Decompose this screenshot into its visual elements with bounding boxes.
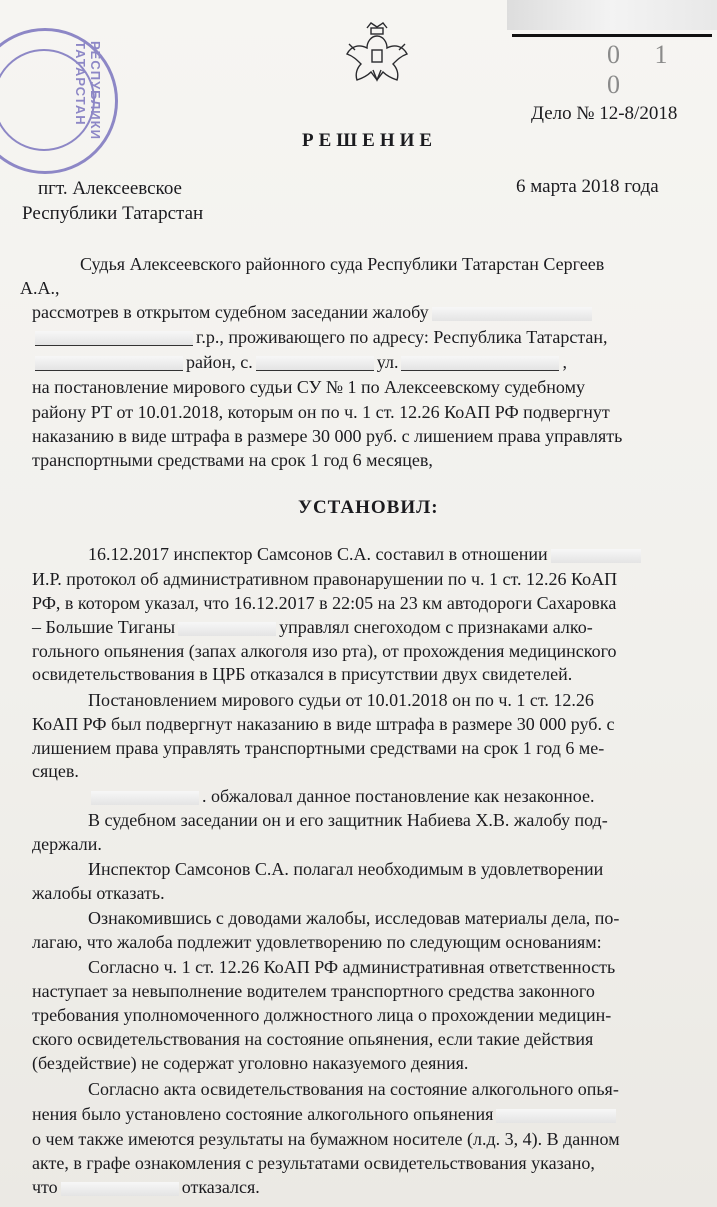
body-text: отказался. — [181, 1177, 260, 1197]
body-text: что — [32, 1177, 58, 1197]
section-heading: УСТАНОВИЛ: — [298, 497, 439, 518]
redacted-district — [35, 356, 183, 371]
intro-line — [32, 350, 567, 374]
body-line: лишением права управлять транспортными средствами на срок 1 год 6 ме- — [32, 738, 605, 758]
body-line: жалобы отказать. — [32, 883, 165, 903]
redacted-name — [61, 1182, 179, 1196]
intro-line: наказанию в виде штрафа в размере 30 000 руб. с лишением права управлять — [32, 426, 623, 446]
decision-date: 6 марта 2018 года — [516, 176, 659, 197]
body-line: Инспектор Самсонов С.А. полагал необходимым в удовлетворении — [88, 859, 604, 879]
intro-line: на постановление мирового судьи СУ № 1 по Алексеевскому судебному — [32, 377, 585, 397]
intro-line: Судья Алексеевского районного суда Республики Татарстан Сергеев — [80, 254, 605, 274]
body-line: требования уполномоченного должностного лица о прохождении медицин- — [32, 1005, 612, 1025]
handwritten-mark — [507, 0, 717, 99]
body-line: гольного опьянения (запах алкоголя изо рта), от прохождения медицинского — [32, 641, 617, 661]
body-text: 16.12.2017 инспектор Самсонов С.А. составил в отношении — [88, 544, 548, 564]
handwritten-digits: 0 1 0 — [607, 40, 682, 99]
body-line — [32, 1175, 260, 1199]
stamp-text: РЕСПУБЛИКИ ТАТАРСТАН — [73, 41, 103, 140]
body-line: РФ, в котором указал, что 16.12.2017 в 22:05 на 23 км автодороги Сахаровка — [32, 593, 617, 613]
body-line: В судебном заседании он и его защитник Набиева Х.В. жалобу под- — [88, 810, 608, 830]
intro-line: району РТ от 10.01.2018, которым он по ч. 1 ст. 12.26 КоАП РФ подвергнут — [32, 402, 610, 422]
body-line: КоАП РФ был подвергнут наказанию в виде штрафа в размере 30 000 руб. с — [32, 714, 615, 734]
intro-line: транспортными средствами на срок 1 год 6 месяцев, — [32, 450, 433, 470]
underline — [512, 34, 712, 37]
intro-line — [32, 325, 608, 349]
body-line: Согласно акта освидетельствования на состояние алкогольного опья- — [88, 1079, 619, 1099]
redacted-name — [91, 791, 199, 805]
body-text: управлял снегоходом с признаками алко- — [279, 617, 593, 637]
body-line: держали. — [32, 834, 102, 854]
redacted-village — [256, 356, 374, 371]
redacted-name — [496, 1109, 616, 1123]
body-line: наступает за невыполнение водителем транспортного средства законного — [32, 981, 595, 1001]
body-line: Ознакомившись с доводами жалобы, исследовав материалы дела, по- — [88, 908, 620, 928]
redacted-area — [507, 0, 717, 30]
redacted-birth — [35, 331, 193, 346]
place-line-2: Республики Татарстан — [22, 203, 204, 224]
coat-of-arms-icon — [345, 20, 409, 92]
body-line — [32, 615, 593, 639]
redacted-name — [551, 549, 641, 563]
body-line: о чем также имеются результаты на бумажном носителе (л.д. 3, 4). В данном — [32, 1129, 620, 1149]
body-line — [88, 542, 644, 566]
body-line: сяцев. — [32, 761, 79, 781]
body-line: лагаю, что жалоба подлежит удовлетворению по следующим основаниям: — [32, 932, 602, 952]
body-line: Постановлением мирового судьи от 10.01.2018 он по ч. 1 ст. 12.26 — [88, 690, 594, 710]
place-line-1: пгт. Алексеевское — [38, 178, 182, 199]
intro-text: , — [562, 352, 567, 372]
body-text: . обжаловал данное постановление как незаконное. — [202, 786, 595, 806]
court-stamp — [0, 28, 118, 174]
intro-text: район, с. — [186, 352, 253, 372]
body-line: ского освидетельствования на состояние опьянения, если такие действия — [32, 1029, 594, 1049]
redacted-name — [432, 307, 592, 321]
case-number: Дело № 12-8/2018 — [531, 103, 678, 124]
body-line: И.Р. протокол об административном правонарушении по ч. 1 ст. 12.26 КоАП — [32, 569, 618, 589]
redacted-street — [401, 356, 559, 371]
body-line: (бездействие) не содержат уголовно наказуемого деяния. — [32, 1053, 469, 1073]
intro-text: ул. — [376, 352, 399, 372]
body-line: акте, в графе ознакомления с результатами освидетельствования указано, — [32, 1153, 595, 1173]
body-line: освидетельствования в ЦРБ отказался в присутствии двух свидетелей. — [32, 664, 573, 684]
intro-line: А.А., — [20, 278, 60, 298]
body-text: – Большие Тиганы — [32, 617, 176, 637]
body-line — [88, 784, 595, 808]
body-line — [32, 1102, 619, 1126]
intro-text: г.р., проживающего по адресу: Республика Татарстан, — [196, 327, 608, 347]
body-text: нения было установлено состояние алкогольного опьянения — [32, 1104, 494, 1124]
redacted-location — [178, 622, 276, 636]
body-line: Согласно ч. 1 ст. 12.26 КоАП РФ административная ответственность — [88, 957, 616, 977]
intro-line — [32, 300, 595, 324]
intro-text: рассмотрев в открытом судебном заседании жалобу — [32, 302, 429, 322]
page-title: РЕШЕНИЕ — [302, 130, 438, 151]
